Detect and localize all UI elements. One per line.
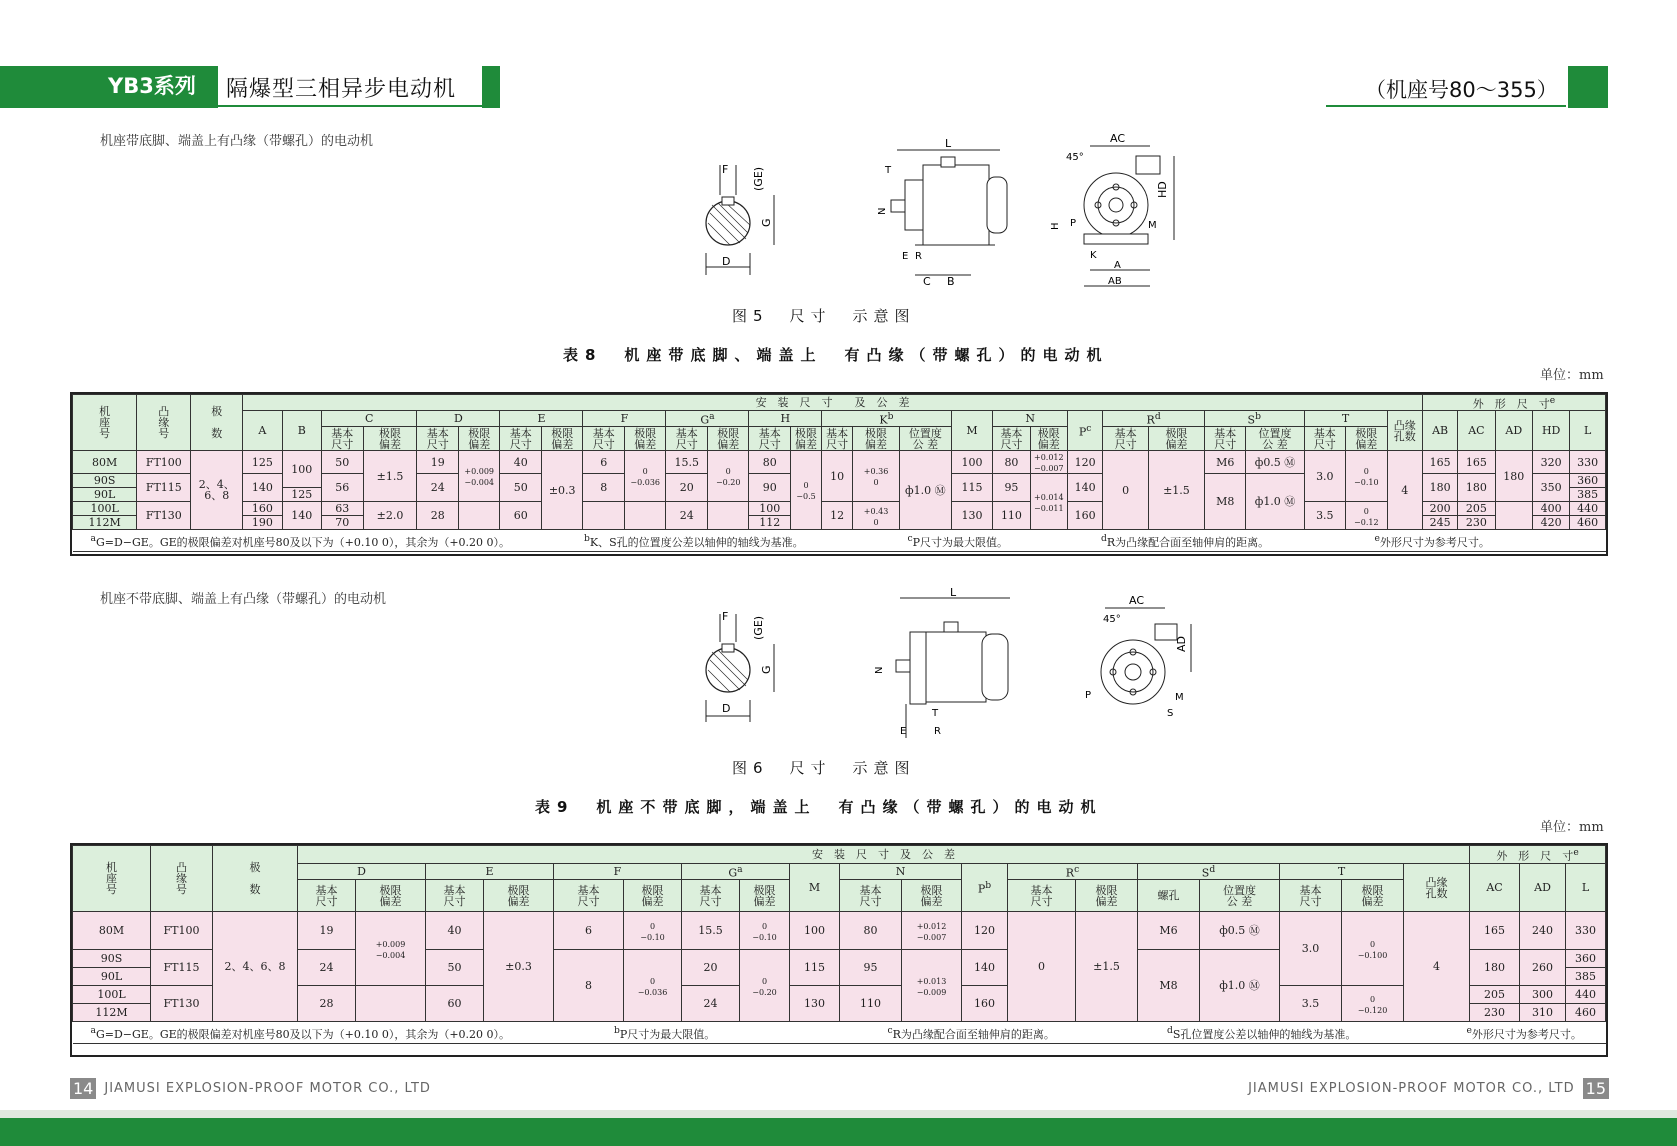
section2-title: 机座不带底脚、端盖上有凸缘（带螺孔）的电动机 [100, 592, 387, 607]
footer-shadow [0, 1110, 1677, 1118]
shaft-diagram-fig5 [690, 135, 790, 285]
frame-range: （机座号80～355） [1365, 78, 1558, 102]
table8-footnote-a: G=D−GE。GE的极限偏差对机座号80及以下为（+0.10 0），其余为（+0.20 0）。 [95, 535, 511, 549]
table9-footnote-e: 外形尺寸为参考尺寸。 [1471, 1027, 1582, 1041]
svg-text:E: E [900, 726, 907, 737]
page-title: 隔爆型三相异步电动机 [226, 77, 457, 102]
footer-right [1248, 1078, 1609, 1099]
svg-text:G: G [760, 665, 773, 674]
svg-text:(GE): (GE) [752, 166, 765, 191]
th-poles: 极 数 [191, 395, 243, 451]
front-view-fig5 [1050, 130, 1180, 295]
table8-footnote-c: P尺寸为最大限值。 [912, 535, 1009, 549]
table8-caption: 表8 机座带底脚、端盖上 有凸缘（带螺孔）的电动机 [563, 346, 1109, 364]
svg-text:C: C [923, 275, 931, 288]
table8: 机 座 号 凸 缘 号 极 数 安 装 尺 寸 及 公 差 外 形 尺 寸$^e$ A B C D E F $G^a$ H $K^b$ M N $P^c$ $R^d$ $S^b$ T 凸缘 孔数 AB AC AD HD L 基本 尺寸 极限 偏差 基本 尺寸 极限 偏差 基本 尺寸 极限 偏差 基本 尺寸 极限 偏差 基本 尺寸 极限 偏差 基本 尺寸 极限 偏差 基本 尺寸 极限 偏差 位置度 公 差 基本 尺寸 极限 偏差 基本 尺寸 极限 偏差 基本 尺寸 位置度 公 差 基本 尺寸 极限 偏差 80M FT100 2、4、 6、8 125 100 50 ±1.5 19 +0.009 −0.004 40 ±0.3 6 0 −0.036 15.5 0 −0.20 80 0 −0.5 10 +0.36 0 ф1.0 Ⓜ 100 80 +0.012 −0.007 120 0 ±1.5 M6 ф0.5 Ⓜ 3.0 0 −0.10 4 165 165 180 320 330 90S FT115 140 56 24 50 8 20 90 115 95 +0.014 −0.011 140 M8 ф1.0 Ⓜ 180 180 350 360 90L 125 385 100L FT130 160 140 63 ±2.0 28 60 24 100 12 +0.43 0 130 110 160 3.5 0 −0.12 200 205 400 440 112M 190 70 112 245 230 420 460 $^a$G=D−GE。GE的极限偏差对机座号80及以下为（+0.10 0），其余为（+0.20 0）。 $^b$K、S孔的位置度公差以轴伸的轴线为基准。 $^c$P尺寸为最大限值。 $^d$R为凸缘配合面至轴伸肩的距离。 $^e$外形尺寸为参考尺寸。 [70, 392, 1608, 556]
section1-title: 机座带底脚、端盖上有凸缘（带螺孔）的电动机 [100, 134, 374, 149]
table9-unit: 单位：mm [1540, 820, 1604, 835]
th-install: 安 装 尺 寸 及 公 差 [243, 395, 1423, 411]
table9-footnote-a: G=D−GE。GE的极限偏差对机座号80及以下为（+0.10 0），其余为（+0.20 0）。 [95, 1027, 511, 1041]
svg-text:AC: AC [1110, 132, 1126, 145]
svg-text:AB: AB [1108, 276, 1122, 287]
svg-text:M: M [1148, 220, 1157, 231]
page-number-left: 14 [70, 1078, 96, 1099]
table9: 机 座 号 凸 缘 号 极 数 安 装 尺 寸 及 公 差 外 形 尺 寸$^e$ D E F $G^a$ M N $P^b$ $R^c$ $S^d$ T 凸缘 孔数 AC AD L 基本 尺寸 极限 偏差 基本 尺寸 极限 偏差 基本 尺寸 极限 偏差 基本 尺寸 极限 偏差 基本 尺寸 极限 偏差 基本 尺寸 极限 偏差 螺孔 位置度 公 差 基本 尺寸 极限 偏差 80M FT100 2、4、6、8 19 +0.009 −0.004 40 ±0.3 6 0 −0.10 15.5 0 −0.10 100 80 +0.012 −0.007 120 0 ±1.5 M6 ф0.5 Ⓜ 3.0 0 −0.100 4 165 240 330 90S FT115 24 50 8 0 −0.036 20 0 −0.20 115 95 +0.013 −0.009 140 M8 ф1.0 Ⓜ 180 260 360 90L 385 100L FT130 28 60 24 130 110 160 3.5 0 −0.120 205 300 440 112M 230 310 460 $^a$G=D−GE。GE的极限偏差对机座号80及以下为（+0.10 0），其余为（+0.20 0）。 $^b$P尺寸为最大限值。 $^c$R为凸缘配合面至轴伸肩的距离。 $^d$S孔位置度公差以轴伸的轴线为基准。 $^e$外形尺寸为参考尺寸。 [70, 843, 1608, 1057]
svg-text:F: F [722, 163, 729, 176]
side-view-fig5 [875, 135, 1015, 295]
header-bar-right [1568, 66, 1608, 108]
table9-caption: 表9 机座不带底脚，端盖上 有凸缘（带螺孔）的电动机 [535, 798, 1103, 816]
svg-text:45°: 45° [1066, 152, 1084, 163]
side-view-fig6 [870, 588, 1020, 743]
svg-text:T: T [932, 708, 939, 719]
table8-footnote-e: 外形尺寸为参考尺寸。 [1379, 535, 1490, 549]
company-name-left: JIAMUSI EXPLOSION-PROOF MOTOR CO., LTD [104, 1081, 431, 1096]
svg-text:P: P [1085, 690, 1092, 701]
svg-text:(GE): (GE) [752, 615, 765, 640]
table9-footnote-b: P尺寸为最大限值。 [619, 1027, 716, 1041]
page-number-right: 15 [1583, 1078, 1609, 1099]
table9-footnote-c: R为凸缘配合面至轴伸肩的距离。 [892, 1027, 1055, 1041]
svg-text:B: B [947, 275, 955, 288]
footer-left [70, 1078, 431, 1099]
svg-text:T: T [885, 165, 892, 176]
svg-text:L: L [945, 137, 952, 150]
figure5-caption: 图5 尺寸 示意图 [732, 307, 916, 325]
th-flange: 凸 缘 号 [137, 395, 191, 451]
footer-bar [0, 1118, 1677, 1146]
svg-text:45°: 45° [1103, 614, 1121, 625]
svg-text:K: K [1090, 250, 1097, 261]
svg-text:F: F [722, 610, 729, 623]
header-right-underline [1326, 105, 1566, 107]
front-view-fig6 [1075, 592, 1205, 732]
svg-text:N: N [877, 207, 888, 215]
svg-text:P: P [1070, 218, 1077, 229]
svg-text:A: A [1114, 260, 1121, 271]
series-label: YB3系列 [108, 74, 196, 98]
table8-footnote-d: R为凸缘配合面至轴伸肩的距离。 [1106, 535, 1270, 549]
svg-text:D: D [722, 702, 731, 715]
header-underline [218, 105, 482, 107]
svg-text:AD: AD [1175, 636, 1188, 652]
svg-text:HD: HD [1156, 181, 1169, 198]
shaft-diagram-fig6 [690, 600, 790, 735]
svg-text:R: R [915, 251, 922, 262]
company-name-right: JIAMUSI EXPLOSION-PROOF MOTOR CO., LTD [1248, 1081, 1575, 1096]
svg-text:M: M [1175, 692, 1184, 703]
table8-unit: 单位：mm [1540, 368, 1604, 383]
svg-text:G: G [760, 218, 773, 227]
svg-text:H: H [1050, 222, 1061, 230]
table9-footnote-d: S孔位置度公差以轴伸的轴线为基准。 [1172, 1027, 1357, 1041]
svg-text:AC: AC [1129, 594, 1145, 607]
figure6-caption: 图6 尺寸 示意图 [732, 759, 916, 777]
svg-text:E: E [902, 251, 909, 262]
svg-text:S: S [1167, 708, 1174, 719]
th-frame: 机 座 号 [73, 395, 137, 451]
th-outline: 外 形 尺 寸$^e$ [1422, 395, 1605, 411]
table8-footnote-b: K、S孔的位置度公差以轴伸的轴线为基准。 [589, 535, 804, 549]
header-bar-end [482, 66, 500, 108]
svg-text:R: R [934, 726, 941, 737]
svg-text:L: L [950, 588, 957, 599]
svg-text:N: N [874, 666, 885, 674]
svg-text:D: D [722, 255, 731, 268]
